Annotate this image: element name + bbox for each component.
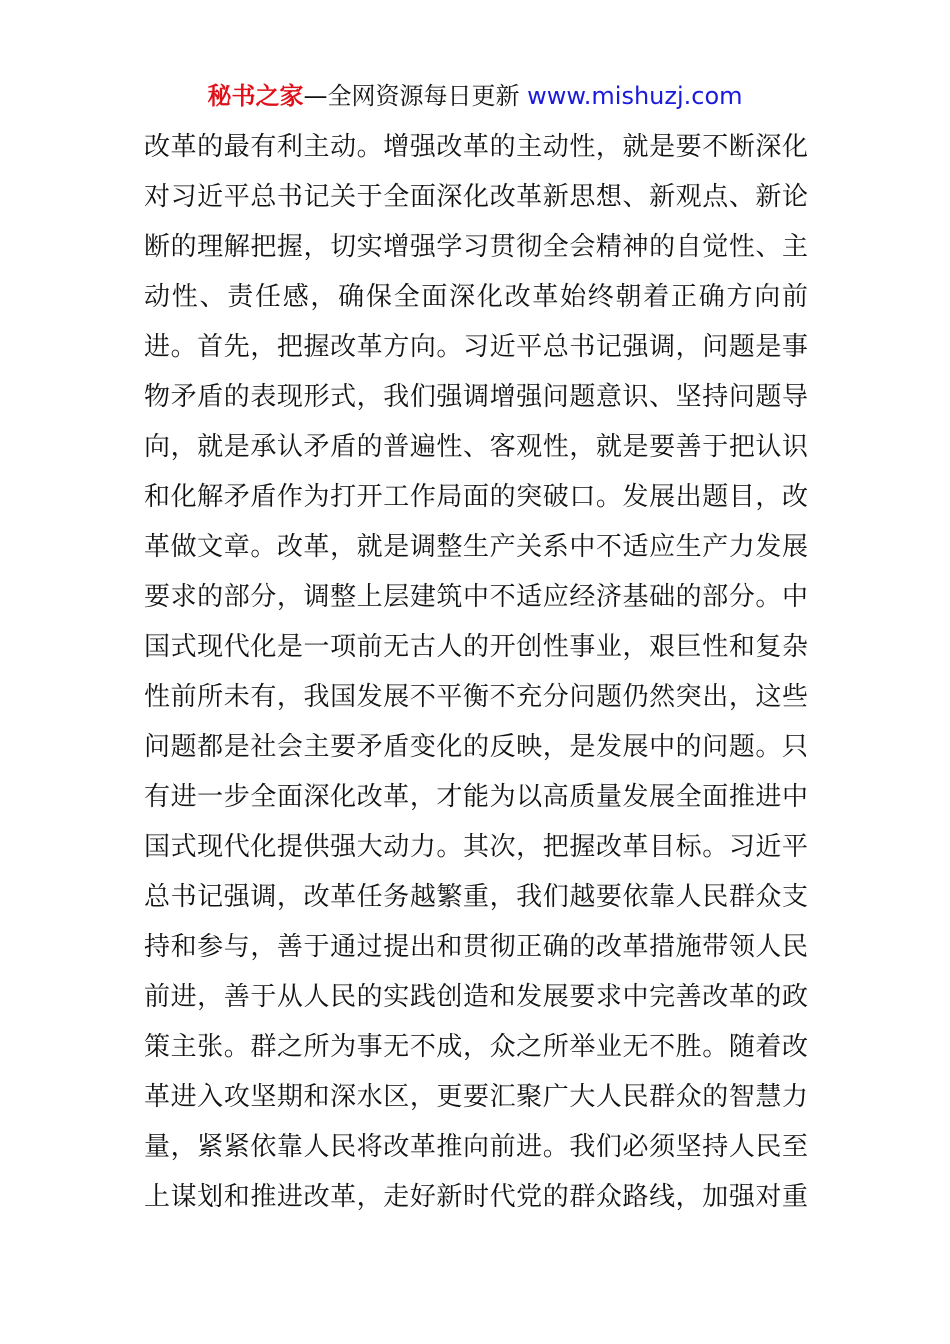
text-line: 性前所未有，我国发展不平衡不充分问题仍然突出，这些 [144, 682, 808, 712]
site-brand: 秘书之家 [207, 82, 304, 110]
text-line: 革做文章。改革，就是调整生产关系中不适应生产力发展 [144, 532, 808, 562]
text-line: 改革的最有利主动。增强改革的主动性，就是要不断深化 [144, 132, 808, 162]
text-line: 前进，善于从人民的实践创造和发展要求中完善改革的政 [144, 982, 808, 1012]
text-line: 持和参与，善于通过提出和贯彻正确的改革措施带领人民 [144, 932, 808, 962]
text-line: 上谋划和推进改革，走好新时代党的群众路线，加强对重 [144, 1182, 808, 1212]
text-line: 和化解矛盾作为打开工作局面的突破口。发展出题目，改 [144, 482, 808, 512]
text-line: 量，紧紧依靠人民将改革推向前进。我们必须坚持人民至 [144, 1132, 808, 1162]
text-line: 国式现代化是一项前无古人的开创性事业，艰巨性和复杂 [144, 632, 808, 662]
text-line: 策主张。群之所为事无不成，众之所举业无不胜。随着改 [144, 1032, 808, 1062]
text-line: 物矛盾的表现形式，我们强调增强问题意识、坚持问题导 [144, 382, 808, 412]
text-line: 要求的部分，调整上层建筑中不适应经济基础的部分。中 [144, 582, 808, 612]
text-line: 总书记强调，改革任务越繁重，我们越要依靠人民群众支 [144, 882, 808, 912]
text-line: 动性、责任感，确保全面深化改革始终朝着正确方向前 [144, 282, 808, 312]
text-line: 国式现代化提供强大动力。其次，把握改革目标。习近平 [144, 832, 808, 862]
text-line: 问题都是社会主要矛盾变化的反映，是发展中的问题。只 [144, 732, 808, 762]
text-line: 断的理解把握，切实增强学习贯彻全会精神的自觉性、主 [144, 232, 808, 262]
text-line: 有进一步全面深化改革，才能为以高质量发展全面推进中 [144, 782, 808, 812]
site-url-link[interactable]: www.mishuzj.com [527, 82, 743, 110]
site-header [0, 80, 950, 112]
text-line: 革进入攻坚期和深水区，更要汇聚广大人民群众的智慧力 [144, 1082, 808, 1112]
text-line: 进。首先，把握改革方向。习近平总书记强调，问题是事 [144, 332, 808, 362]
text-line: 向，就是承认矛盾的普遍性、客观性，就是要善于把认识 [144, 432, 808, 462]
text-line: 对习近平总书记关于全面深化改革新思想、新观点、新论 [144, 182, 808, 212]
article-body [144, 122, 808, 1222]
site-tagline: —全网资源每日更新 [303, 82, 528, 110]
